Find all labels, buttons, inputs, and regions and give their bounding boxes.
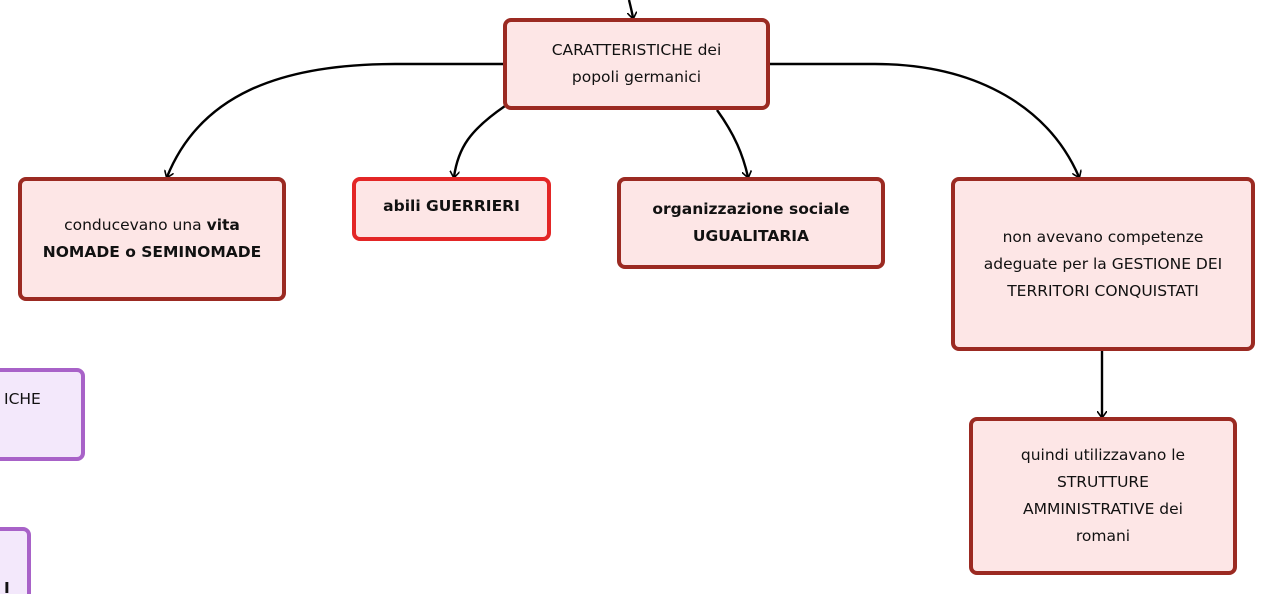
node-organizzazione-sociale[interactable] <box>617 177 885 269</box>
edge-main-to-sociale <box>717 110 748 177</box>
node-caratteristiche-text <box>552 37 722 91</box>
node-strutture-amministrative-text <box>1021 442 1185 550</box>
node-partial-purple-2-text: I <box>4 579 10 594</box>
edge-main-to-nomade <box>167 64 504 177</box>
node-gestione-territori[interactable] <box>951 177 1255 351</box>
node-caratteristiche-line-2: popoli germanici <box>571 68 702 86</box>
node-gestione-territori-line-1: non avevano competenze <box>1002 227 1204 246</box>
node-organizzazione-sociale-text <box>652 196 849 250</box>
node-vita-nomade[interactable] <box>18 177 286 301</box>
edge-incoming-top <box>629 0 633 18</box>
node-organizzazione-sociale-line-1: organizzazione sociale <box>652 200 850 218</box>
node-vita-nomade-bold-1: vita <box>206 216 240 234</box>
node-caratteristiche[interactable] <box>503 18 770 110</box>
node-partial-purple-2[interactable] <box>0 527 31 594</box>
node-strutture-amministrative-line-2: STRUTTURE <box>1056 473 1149 491</box>
node-abili-guerrieri-text: abili GUERRIERI <box>383 196 520 215</box>
node-partial-purple-1[interactable] <box>0 368 85 461</box>
node-caratteristiche-line-1: CARATTERISTICHE dei <box>551 41 722 59</box>
node-gestione-territori-line-2: adeguate per la GESTIONE DEI <box>983 254 1223 273</box>
node-vita-nomade-text <box>43 212 261 266</box>
edge-main-to-gestione <box>769 64 1079 177</box>
node-vita-nomade-bold-2: NOMADE o SEMINOMADE <box>42 243 262 261</box>
node-partial-purple-1-text: ICHE <box>4 390 41 408</box>
node-abili-guerrieri[interactable] <box>352 177 551 241</box>
node-strutture-amministrative[interactable] <box>969 417 1237 575</box>
node-vita-nomade-prefix: conducevano una <box>64 216 207 234</box>
node-organizzazione-sociale-line-2: UGUALITARIA <box>692 227 810 245</box>
node-gestione-territori-line-3: TERRITORI CONQUISTATI <box>1007 281 1199 300</box>
node-gestione-territori-text <box>984 224 1222 305</box>
edge-main-to-guerrieri <box>454 106 505 177</box>
node-strutture-amministrative-line-4: romani <box>1075 527 1131 545</box>
node-strutture-amministrative-line-1: quindi utilizzavano le <box>1020 446 1186 464</box>
node-strutture-amministrative-line-3: AMMINISTRATIVE dei <box>1023 500 1183 518</box>
